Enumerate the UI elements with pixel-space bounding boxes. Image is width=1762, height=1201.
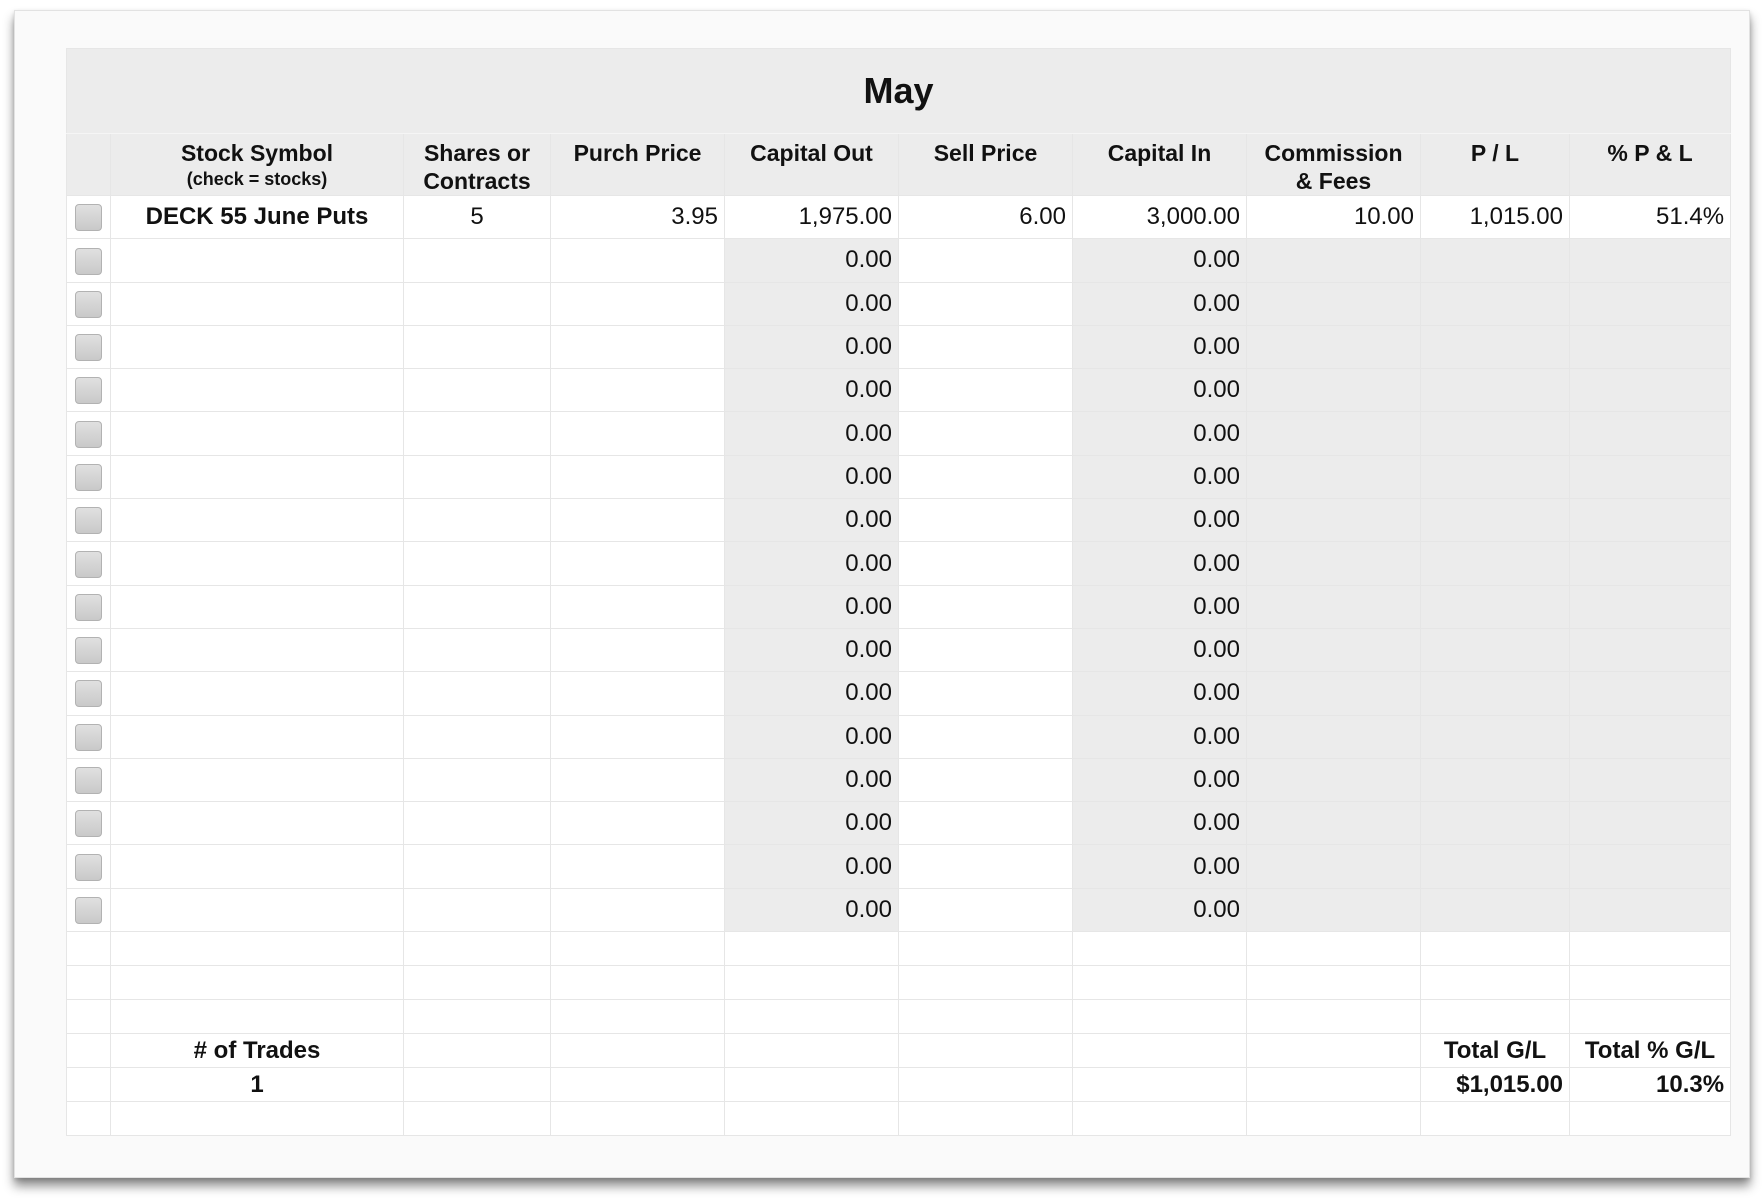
cell-purch-price[interactable]: 3.95 <box>551 196 725 239</box>
empty-cell[interactable] <box>1247 932 1421 966</box>
checkbox-cell[interactable] <box>67 758 111 801</box>
cell-capital-in[interactable]: 0.00 <box>1073 888 1247 931</box>
cell-pct-pl[interactable] <box>1570 369 1731 412</box>
cell-capital-out[interactable]: 0.00 <box>725 455 899 498</box>
header-label: Stock Symbol <box>180 140 334 166</box>
cell-sell-price[interactable] <box>899 455 1073 498</box>
table-row <box>67 542 1731 585</box>
cell-pl[interactable] <box>1421 542 1570 585</box>
cell-sell-price[interactable] <box>899 239 1073 282</box>
spacer-row <box>67 966 1731 1000</box>
cell-sell-price[interactable] <box>899 542 1073 585</box>
header-label: Capital Out <box>750 140 873 166</box>
cell-shares[interactable] <box>404 672 551 715</box>
cell-pl[interactable] <box>1421 888 1570 931</box>
empty-cell[interactable] <box>551 1102 725 1136</box>
cell-stock-symbol[interactable] <box>111 499 404 542</box>
checkbox-cell[interactable] <box>67 802 111 845</box>
cell-stock-symbol[interactable] <box>111 845 404 888</box>
checkbox-cell[interactable] <box>67 499 111 542</box>
cell-stock-symbol[interactable] <box>111 455 404 498</box>
checkbox-cell[interactable] <box>67 888 111 931</box>
checkbox-cell[interactable] <box>67 196 111 239</box>
empty-cell[interactable] <box>899 1034 1073 1068</box>
cell-purch-price[interactable] <box>551 499 725 542</box>
empty-cell[interactable] <box>1570 966 1731 1000</box>
table-row <box>67 758 1731 801</box>
empty-cell[interactable] <box>725 966 899 1000</box>
cell-capital-in[interactable]: 0.00 <box>1073 585 1247 628</box>
empty-cell[interactable] <box>1570 1000 1731 1034</box>
cell-commission[interactable] <box>1247 628 1421 671</box>
header-pl[interactable] <box>1421 134 1570 196</box>
cell-capital-in[interactable]: 0.00 <box>1073 369 1247 412</box>
cell-sell-price[interactable] <box>899 845 1073 888</box>
cell-pl[interactable] <box>1421 499 1570 542</box>
cell-purch-price[interactable] <box>551 585 725 628</box>
cell-commission[interactable] <box>1247 239 1421 282</box>
cell-pct-pl[interactable] <box>1570 845 1731 888</box>
empty-cell[interactable] <box>111 966 404 1000</box>
cell-sell-price[interactable]: 6.00 <box>899 196 1073 239</box>
empty-cell[interactable] <box>1073 966 1247 1000</box>
cell-capital-out[interactable]: 0.00 <box>725 845 899 888</box>
cell-pl[interactable] <box>1421 628 1570 671</box>
total-pct-gl-label: Total % G/L <box>1570 1034 1731 1068</box>
empty-cell[interactable] <box>551 1034 725 1068</box>
cell-capital-out[interactable]: 0.00 <box>725 499 899 542</box>
cell-stock-symbol[interactable] <box>111 888 404 931</box>
table-row <box>67 282 1731 325</box>
empty-cell[interactable] <box>111 1000 404 1034</box>
table-row <box>67 628 1731 671</box>
stock-checkbox[interactable] <box>75 204 102 231</box>
spreadsheet <box>66 48 1730 1136</box>
empty-cell[interactable] <box>67 1068 111 1102</box>
table-row <box>67 412 1731 455</box>
cell-capital-in[interactable]: 0.00 <box>1073 542 1247 585</box>
cell-commission[interactable] <box>1247 585 1421 628</box>
empty-cell[interactable] <box>67 1102 111 1136</box>
total-gl-value[interactable]: $1,015.00 <box>1421 1068 1570 1102</box>
empty-cell[interactable] <box>551 932 725 966</box>
cell-commission[interactable] <box>1247 845 1421 888</box>
stock-checkbox[interactable] <box>75 724 102 751</box>
cell-stock-symbol[interactable] <box>111 542 404 585</box>
cell-capital-out[interactable]: 1,975.00 <box>725 196 899 239</box>
header-label: Capital In <box>1107 140 1212 166</box>
empty-cell[interactable] <box>404 1102 551 1136</box>
header-capital-in[interactable] <box>1073 134 1247 196</box>
cell-purch-price[interactable] <box>551 888 725 931</box>
cell-capital-in[interactable]: 3,000.00 <box>1073 196 1247 239</box>
stock-checkbox[interactable] <box>75 291 102 318</box>
cell-pct-pl[interactable] <box>1570 282 1731 325</box>
cell-shares[interactable] <box>404 542 551 585</box>
table-row <box>67 845 1731 888</box>
table-row <box>67 888 1731 931</box>
empty-cell[interactable] <box>1570 1102 1731 1136</box>
stock-checkbox[interactable] <box>75 421 102 448</box>
empty-cell[interactable] <box>1421 932 1570 966</box>
cell-sell-price[interactable] <box>899 715 1073 758</box>
stock-checkbox[interactable] <box>75 854 102 881</box>
cell-commission[interactable] <box>1247 325 1421 368</box>
checkbox-cell[interactable] <box>67 325 111 368</box>
empty-cell[interactable] <box>1247 1068 1421 1102</box>
cell-pct-pl[interactable] <box>1570 542 1731 585</box>
cell-capital-out[interactable]: 0.00 <box>725 715 899 758</box>
checkbox-cell[interactable] <box>67 455 111 498</box>
table-row <box>67 455 1731 498</box>
empty-cell[interactable] <box>899 1068 1073 1102</box>
cell-capital-in[interactable]: 0.00 <box>1073 455 1247 498</box>
cell-shares[interactable] <box>404 802 551 845</box>
empty-cell[interactable] <box>1073 932 1247 966</box>
cell-sell-price[interactable] <box>899 325 1073 368</box>
empty-cell[interactable] <box>1073 1068 1247 1102</box>
empty-cell[interactable] <box>1421 966 1570 1000</box>
header-label: % P & L <box>1607 140 1693 166</box>
cell-shares[interactable] <box>404 455 551 498</box>
empty-cell[interactable] <box>725 1102 899 1136</box>
header-purch-price[interactable] <box>551 134 725 196</box>
empty-cell[interactable] <box>551 966 725 1000</box>
cell-capital-in[interactable]: 0.00 <box>1073 672 1247 715</box>
cell-stock-symbol[interactable] <box>111 802 404 845</box>
cell-pct-pl[interactable]: 51.4% <box>1570 196 1731 239</box>
empty-cell[interactable] <box>899 932 1073 966</box>
cell-capital-out[interactable]: 0.00 <box>725 282 899 325</box>
stock-checkbox[interactable] <box>75 897 102 924</box>
header-label-2: & Fees <box>1295 168 1372 194</box>
cell-capital-in[interactable]: 0.00 <box>1073 715 1247 758</box>
header-sublabel: (check = stocks) <box>186 169 328 189</box>
empty-cell[interactable] <box>1421 1000 1570 1034</box>
empty-cell[interactable] <box>551 1000 725 1034</box>
cell-shares[interactable] <box>404 325 551 368</box>
cell-pl[interactable] <box>1421 455 1570 498</box>
cell-commission[interactable]: 10.00 <box>1247 196 1421 239</box>
cell-sell-price[interactable] <box>899 499 1073 542</box>
cell-stock-symbol[interactable] <box>111 239 404 282</box>
empty-cell[interactable] <box>899 1102 1073 1136</box>
stock-checkbox[interactable] <box>75 551 102 578</box>
cell-purch-price[interactable] <box>551 412 725 455</box>
empty-cell[interactable] <box>725 1000 899 1034</box>
header-commission[interactable] <box>1247 134 1421 196</box>
empty-cell[interactable] <box>899 966 1073 1000</box>
empty-cell[interactable] <box>1421 1102 1570 1136</box>
cell-sell-price[interactable] <box>899 628 1073 671</box>
cell-pl[interactable] <box>1421 758 1570 801</box>
spacer-row <box>67 1102 1731 1136</box>
header-label: Sell Price <box>933 140 1038 166</box>
cell-commission[interactable] <box>1247 499 1421 542</box>
cell-shares[interactable] <box>404 888 551 931</box>
cell-pct-pl[interactable] <box>1570 672 1731 715</box>
cell-commission[interactable] <box>1247 758 1421 801</box>
cell-stock-symbol[interactable] <box>111 585 404 628</box>
cell-capital-out[interactable]: 0.00 <box>725 672 899 715</box>
header-label: Shares or <box>423 140 531 166</box>
cell-purch-price[interactable] <box>551 628 725 671</box>
header-shares[interactable] <box>404 134 551 196</box>
trades-table <box>66 48 1731 1136</box>
spacer-row <box>67 932 1731 966</box>
empty-cell[interactable] <box>111 1102 404 1136</box>
cell-shares[interactable] <box>404 845 551 888</box>
stock-checkbox[interactable] <box>75 507 102 534</box>
header-label-2: Contracts <box>423 168 531 194</box>
stock-checkbox[interactable] <box>75 464 102 491</box>
cell-pl[interactable] <box>1421 845 1570 888</box>
empty-cell[interactable] <box>1073 1000 1247 1034</box>
table-row <box>67 369 1731 412</box>
header-stock-symbol[interactable] <box>111 134 404 196</box>
cell-commission[interactable] <box>1247 369 1421 412</box>
empty-cell[interactable] <box>404 966 551 1000</box>
cell-pl[interactable] <box>1421 802 1570 845</box>
checkbox-cell[interactable] <box>67 672 111 715</box>
cell-purch-price[interactable] <box>551 542 725 585</box>
cell-purch-price[interactable] <box>551 325 725 368</box>
cell-pct-pl[interactable] <box>1570 585 1731 628</box>
empty-cell[interactable] <box>725 1034 899 1068</box>
cell-pct-pl[interactable] <box>1570 499 1731 542</box>
cell-capital-in[interactable]: 0.00 <box>1073 758 1247 801</box>
header-label: Commission <box>1264 140 1403 166</box>
cell-sell-price[interactable] <box>899 888 1073 931</box>
cell-shares[interactable]: 5 <box>404 196 551 239</box>
empty-cell[interactable] <box>725 932 899 966</box>
trades-count-value[interactable]: 1 <box>111 1068 404 1102</box>
checkbox-cell[interactable] <box>67 715 111 758</box>
cell-sell-price[interactable] <box>899 802 1073 845</box>
empty-cell[interactable] <box>1247 1102 1421 1136</box>
total-pct-gl-value[interactable]: 10.3% <box>1570 1068 1731 1102</box>
empty-cell[interactable] <box>1247 1034 1421 1068</box>
empty-cell[interactable] <box>111 932 404 966</box>
cell-pl[interactable]: 1,015.00 <box>1421 196 1570 239</box>
cell-capital-in[interactable]: 0.00 <box>1073 325 1247 368</box>
cell-purch-price[interactable] <box>551 239 725 282</box>
cell-capital-out[interactable]: 0.00 <box>725 369 899 412</box>
stock-checkbox[interactable] <box>75 680 102 707</box>
cell-capital-in[interactable]: 0.00 <box>1073 802 1247 845</box>
cell-purch-price[interactable] <box>551 802 725 845</box>
cell-pct-pl[interactable] <box>1570 888 1731 931</box>
cell-capital-in[interactable]: 0.00 <box>1073 282 1247 325</box>
cell-purch-price[interactable] <box>551 845 725 888</box>
cell-shares[interactable] <box>404 239 551 282</box>
cell-purch-price[interactable] <box>551 715 725 758</box>
cell-shares[interactable] <box>404 715 551 758</box>
cell-shares[interactable] <box>404 585 551 628</box>
empty-cell[interactable] <box>404 932 551 966</box>
cell-stock-symbol[interactable] <box>111 628 404 671</box>
cell-capital-out[interactable]: 0.00 <box>725 628 899 671</box>
header-capital-out[interactable] <box>725 134 899 196</box>
empty-cell[interactable] <box>404 1068 551 1102</box>
cell-commission[interactable] <box>1247 412 1421 455</box>
summary-label-row <box>67 1034 1731 1068</box>
sheet-title: May <box>67 49 1731 134</box>
checkbox-cell[interactable] <box>67 369 111 412</box>
spacer-row <box>67 1000 1731 1034</box>
cell-capital-out[interactable]: 0.00 <box>725 758 899 801</box>
table-row <box>67 239 1731 282</box>
checkbox-cell[interactable] <box>67 628 111 671</box>
cell-pct-pl[interactable] <box>1570 239 1731 282</box>
table-row <box>67 196 1731 239</box>
table-row <box>67 715 1731 758</box>
header-label: P / L <box>1470 140 1520 166</box>
cell-capital-out[interactable]: 0.00 <box>725 239 899 282</box>
stock-checkbox[interactable] <box>75 377 102 404</box>
cell-shares[interactable] <box>404 369 551 412</box>
empty-cell[interactable] <box>67 966 111 1000</box>
cell-sell-price[interactable] <box>899 412 1073 455</box>
cell-capital-out[interactable]: 0.00 <box>725 585 899 628</box>
empty-cell[interactable] <box>67 1034 111 1068</box>
cell-capital-in[interactable]: 0.00 <box>1073 845 1247 888</box>
cell-pct-pl[interactable] <box>1570 802 1731 845</box>
cell-capital-out[interactable]: 0.00 <box>725 802 899 845</box>
cell-shares[interactable] <box>404 628 551 671</box>
summary-value-row <box>67 1068 1731 1102</box>
table-row <box>67 325 1731 368</box>
table-row <box>67 802 1731 845</box>
cell-pct-pl[interactable] <box>1570 715 1731 758</box>
cell-shares[interactable] <box>404 499 551 542</box>
stock-checkbox[interactable] <box>75 767 102 794</box>
cell-pl[interactable] <box>1421 715 1570 758</box>
cell-purch-price[interactable] <box>551 369 725 412</box>
cell-purch-price[interactable] <box>551 758 725 801</box>
cell-capital-out[interactable]: 0.00 <box>725 542 899 585</box>
empty-cell[interactable] <box>1247 966 1421 1000</box>
checkbox-cell[interactable] <box>67 239 111 282</box>
empty-cell[interactable] <box>1073 1034 1247 1068</box>
cell-capital-out[interactable]: 0.00 <box>725 325 899 368</box>
cell-sell-price[interactable] <box>899 672 1073 715</box>
table-row <box>67 585 1731 628</box>
cell-pct-pl[interactable] <box>1570 325 1731 368</box>
empty-cell[interactable] <box>1247 1000 1421 1034</box>
cell-pl[interactable] <box>1421 239 1570 282</box>
header-sell-price[interactable] <box>899 134 1073 196</box>
empty-cell[interactable] <box>899 1000 1073 1034</box>
header-row <box>67 134 1731 196</box>
checkbox-cell[interactable] <box>67 412 111 455</box>
table-row <box>67 499 1731 542</box>
sheet-paper <box>14 10 1750 1178</box>
table-row <box>67 672 1731 715</box>
cell-commission[interactable] <box>1247 802 1421 845</box>
cell-capital-in[interactable]: 0.00 <box>1073 239 1247 282</box>
cell-capital-in[interactable]: 0.00 <box>1073 499 1247 542</box>
cell-pct-pl[interactable] <box>1570 758 1731 801</box>
checkbox-cell[interactable] <box>67 845 111 888</box>
cell-stock-symbol[interactable] <box>111 369 404 412</box>
cell-purch-price[interactable] <box>551 455 725 498</box>
checkbox-cell[interactable] <box>67 282 111 325</box>
empty-cell[interactable] <box>67 1000 111 1034</box>
total-gl-label: Total G/L <box>1421 1034 1570 1068</box>
header-label: Purch Price <box>573 140 702 166</box>
stock-checkbox[interactable] <box>75 810 102 837</box>
stock-checkbox[interactable] <box>75 248 102 275</box>
stock-checkbox[interactable] <box>75 637 102 664</box>
cell-pl[interactable] <box>1421 412 1570 455</box>
cell-sell-price[interactable] <box>899 585 1073 628</box>
stock-checkbox[interactable] <box>75 334 102 361</box>
checkbox-cell[interactable] <box>67 542 111 585</box>
cell-commission[interactable] <box>1247 455 1421 498</box>
empty-cell[interactable] <box>725 1068 899 1102</box>
cell-stock-symbol[interactable] <box>111 282 404 325</box>
cell-sell-price[interactable] <box>899 369 1073 412</box>
cell-stock-symbol[interactable] <box>111 672 404 715</box>
cell-commission[interactable] <box>1247 888 1421 931</box>
cell-stock-symbol[interactable] <box>111 758 404 801</box>
cell-sell-price[interactable] <box>899 758 1073 801</box>
cell-stock-symbol[interactable] <box>111 412 404 455</box>
checkbox-cell[interactable] <box>67 585 111 628</box>
empty-cell[interactable] <box>551 1068 725 1102</box>
cell-purch-price[interactable] <box>551 672 725 715</box>
cell-sell-price[interactable] <box>899 282 1073 325</box>
cell-pl[interactable] <box>1421 672 1570 715</box>
cell-pct-pl[interactable] <box>1570 455 1731 498</box>
cell-purch-price[interactable] <box>551 282 725 325</box>
cell-stock-symbol[interactable]: DECK 55 June Puts <box>111 196 404 239</box>
cell-shares[interactable] <box>404 412 551 455</box>
cell-shares[interactable] <box>404 758 551 801</box>
cell-pl[interactable] <box>1421 325 1570 368</box>
empty-cell[interactable] <box>1570 932 1731 966</box>
cell-stock-symbol[interactable] <box>111 325 404 368</box>
cell-stock-symbol[interactable] <box>111 715 404 758</box>
cell-commission[interactable] <box>1247 282 1421 325</box>
cell-pl[interactable] <box>1421 585 1570 628</box>
cell-pct-pl[interactable] <box>1570 412 1731 455</box>
cell-capital-out[interactable]: 0.00 <box>725 412 899 455</box>
trades-count-label: # of Trades <box>111 1034 404 1068</box>
cell-capital-in[interactable]: 0.00 <box>1073 628 1247 671</box>
stock-checkbox[interactable] <box>75 594 102 621</box>
cell-commission[interactable] <box>1247 672 1421 715</box>
header-pct-pl[interactable] <box>1570 134 1731 196</box>
cell-commission[interactable] <box>1247 715 1421 758</box>
empty-cell[interactable] <box>404 1034 551 1068</box>
cell-capital-out[interactable]: 0.00 <box>725 888 899 931</box>
cell-pct-pl[interactable] <box>1570 628 1731 671</box>
cell-pl[interactable] <box>1421 282 1570 325</box>
header-checkbox-col <box>67 134 111 196</box>
cell-shares[interactable] <box>404 282 551 325</box>
cell-capital-in[interactable]: 0.00 <box>1073 412 1247 455</box>
empty-cell[interactable] <box>404 1000 551 1034</box>
empty-cell[interactable] <box>67 932 111 966</box>
cell-commission[interactable] <box>1247 542 1421 585</box>
empty-cell[interactable] <box>1073 1102 1247 1136</box>
cell-pl[interactable] <box>1421 369 1570 412</box>
